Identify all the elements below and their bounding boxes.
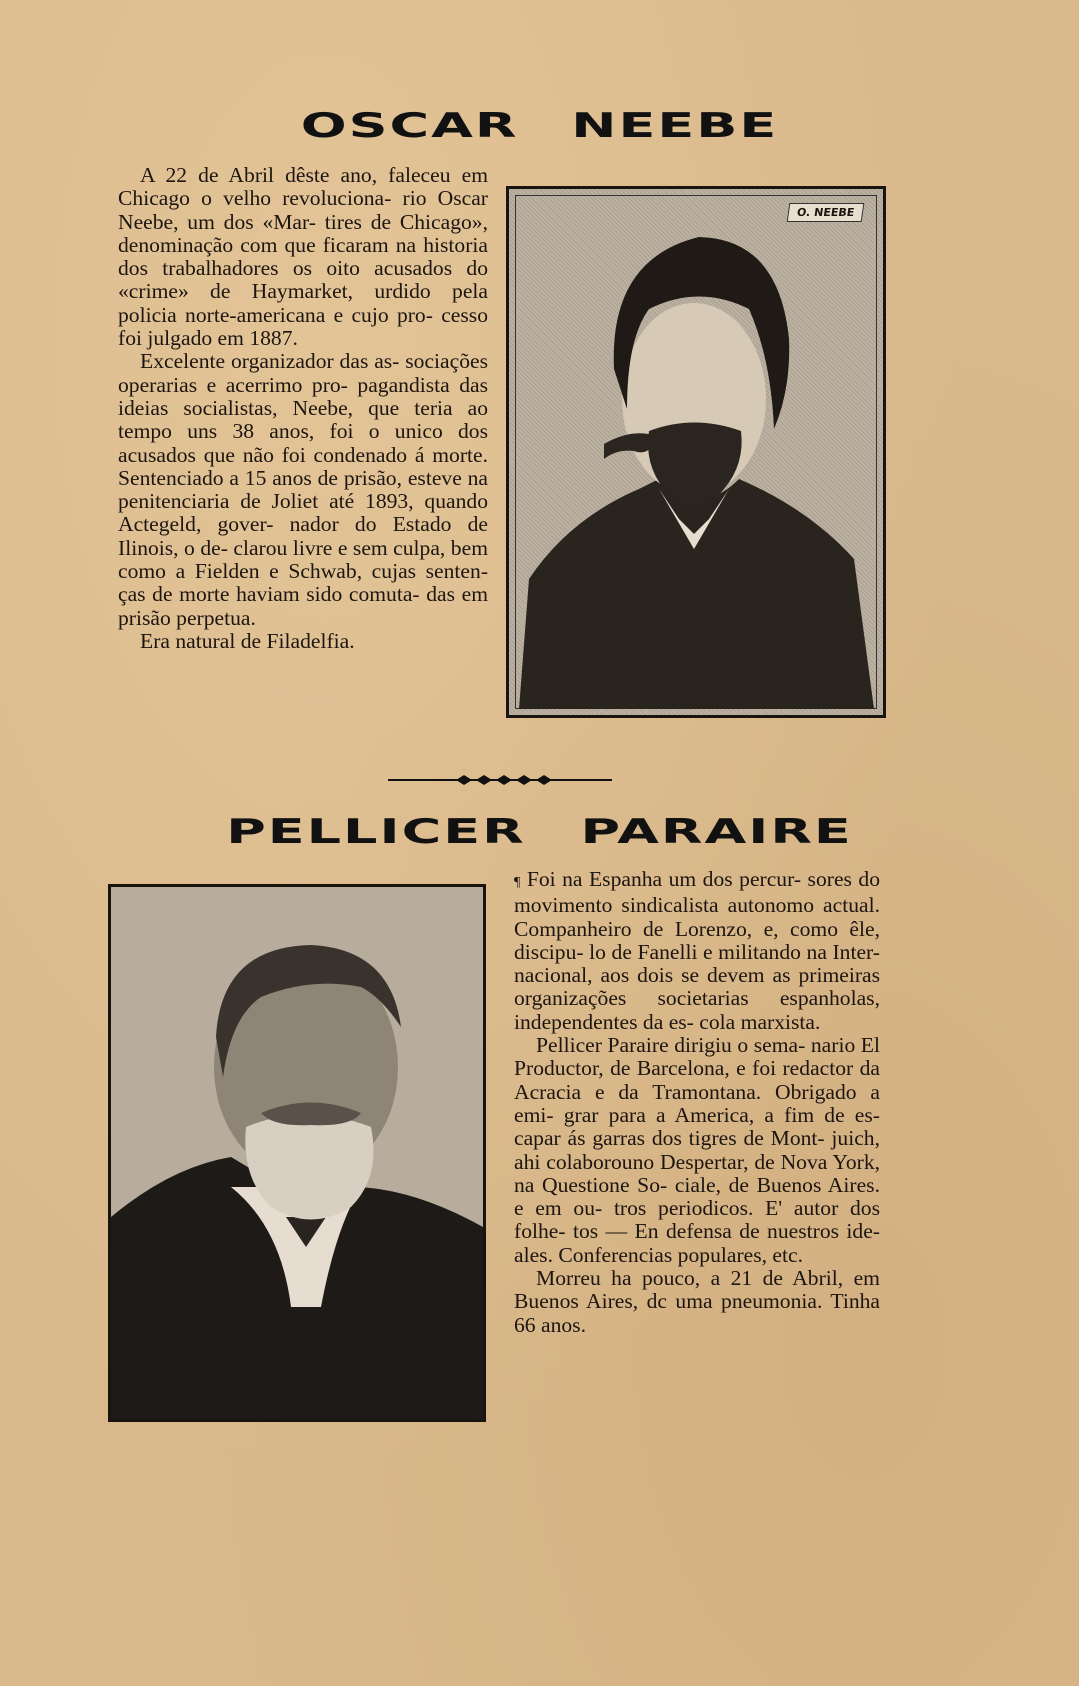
text-line: até 1893, quando Actegeld, gover- <box>118 489 488 537</box>
text-line: com que ficaram na historia dos <box>118 232 488 281</box>
text-line: trabalhadores os oito acusados do <box>162 256 488 281</box>
portrait-pellicer-paraire <box>108 884 486 1422</box>
text-line: primeiras organizações societarias <box>514 963 880 1011</box>
text-line: tires de Chicago», denominação <box>118 209 489 257</box>
text-line: de Nova York, na Questione So- <box>514 1149 881 1197</box>
photo-caption: O. NEEBE <box>786 203 864 222</box>
text-line: policia norte-americana e cujo pro- <box>118 302 433 327</box>
text-line: esteve na penitenciaria de Joliet <box>118 465 489 514</box>
text-line: rio Oscar Neebe, um dos «Mar- <box>118 186 489 234</box>
text-line: Tramontana. Obrigado a emi- <box>514 1079 880 1127</box>
text-line: «crime» de Haymarket, urdido pela <box>118 279 488 304</box>
text-line: A 22 de Abril dêste ano, faleceu <box>140 163 451 187</box>
text-line: sores do movimento sindicalista <box>514 867 880 918</box>
text-line: ciale, de Buenos Aires. e em ou- <box>514 1172 880 1221</box>
text-line: juich, ahi colaborouno Despertar, <box>514 1126 880 1174</box>
text-line: capar ás garras dos tigres de Mont- <box>514 1126 825 1151</box>
text-line: nacional, aos dois se devem as <box>514 963 791 988</box>
text-line: Sentenciado a 15 anos de prisão, <box>118 465 402 490</box>
text-line: sociações operarias e acerrimo pro- <box>118 349 488 397</box>
text-line: grar para a America, a fim de es- <box>563 1102 880 1127</box>
text-line: espanholas, independentes da es- <box>514 986 880 1034</box>
portrait-oscar-neebe <box>506 186 886 718</box>
text-line: Era natural de Filadelfia. <box>140 628 355 653</box>
text-line: Foi na Espanha um dos percur- <box>526 867 802 891</box>
pilcrow-icon: ¶ <box>514 875 521 890</box>
ornamental-divider <box>388 774 612 786</box>
text-line: lo de Fanelli e militando na Inter- <box>589 939 880 964</box>
text-line: das em prisão perpetua. <box>118 582 488 630</box>
text-line: cola marxista. <box>699 1009 821 1034</box>
text-line: pneumonia. Tinha 66 anos. <box>514 1289 881 1337</box>
text-line: cesso foi julgado em 1887. <box>118 302 488 351</box>
text-line: Morreu ha pouco, a 21 de <box>536 1266 783 1291</box>
text-line: nario El Productor, de Barcelona, <box>514 1033 880 1081</box>
engraved-portrait-figure <box>509 189 883 715</box>
paragraph-1 <box>514 868 880 1034</box>
text-line: clarou livre e sem culpa, bem como <box>118 535 488 584</box>
article-oscar-neebe <box>118 164 488 653</box>
paragraph-2 <box>118 350 488 630</box>
paragraph-1 <box>118 164 488 350</box>
text-line: autonomo actual. Companheiro <box>514 893 881 941</box>
text-line: que não foi condenado á morte. <box>203 442 488 467</box>
text-line: e foi redactor da Acracia e da <box>514 1056 880 1104</box>
section-title-pellicer-paraire: PELLICER PARAIRE <box>226 811 853 852</box>
text-line: Abril, em Buenos Aires, dc uma <box>514 1266 880 1314</box>
article-pellicer-paraire <box>514 868 880 1337</box>
text-line: Neebe, que teria ao tempo uns 38 <box>118 395 488 444</box>
text-line: nador do Estado de Ilinois, o de- <box>118 512 489 560</box>
text-line: tos — En defensa de nuestros ide- <box>572 1219 880 1244</box>
text-line: Excelente organizador das as- <box>140 349 400 374</box>
section-title-oscar-neebe: OSCAR NEEBE <box>300 105 779 146</box>
text-line: ças de morte haviam sido comuta- <box>118 582 420 607</box>
paragraph-3 <box>514 1267 880 1337</box>
text-line: tros periodicos. E' autor dos folhe- <box>514 1196 881 1244</box>
text-line: de Lorenzo, e, como êle, discipu- <box>514 916 881 964</box>
paragraph-2 <box>514 1034 880 1267</box>
text-line: pagandista das ideias socialistas, <box>118 372 489 420</box>
text-line: Pellicer Paraire dirigiu o sema- <box>536 1033 806 1058</box>
text-line: em Chicago o velho revoluciona- <box>118 163 488 211</box>
text-line: anos, foi o unico dos acusados <box>118 419 488 467</box>
paragraph-3 <box>118 630 488 653</box>
text-line: a Fielden e Schwab, cujas senten- <box>175 559 489 584</box>
photographic-portrait-figure <box>111 887 483 1419</box>
text-line: ales. Conferencias populares, etc. <box>514 1242 803 1267</box>
